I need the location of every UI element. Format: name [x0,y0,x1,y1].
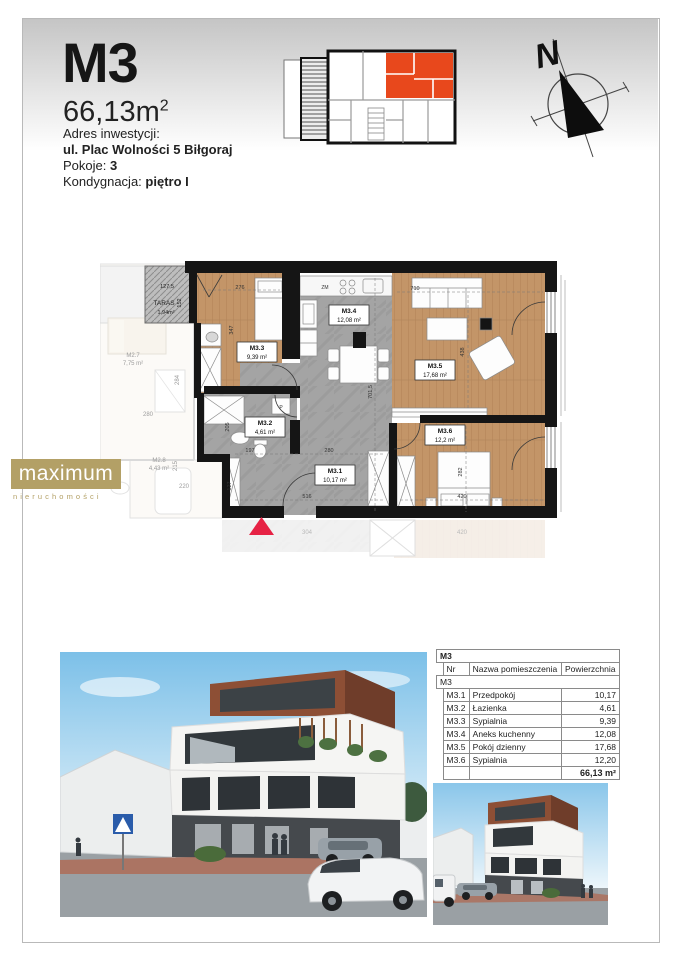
agency-logo [11,459,121,489]
svg-text:701,5: 701,5 [368,385,374,399]
key-plan [283,48,460,147]
table-title: M3 [437,650,620,663]
bush [194,846,226,862]
table-section: M3 [437,676,620,689]
table-col-name: Nazwa pomieszczenia [469,663,561,676]
rooms-line: Pokoje: 3 [63,158,118,173]
compass-needle [559,70,604,138]
label-m35 [415,360,455,380]
svg-text:1,94m²: 1,94m² [157,310,175,316]
svg-text:12,08 m²: 12,08 m² [337,318,361,324]
building-rendering-secondary [433,783,608,925]
svg-text:M3.6: M3.6 [437,428,453,435]
svg-text:152: 152 [177,298,183,308]
svg-text:420: 420 [456,530,468,536]
table-row: M3.1 Przedpokój 10,17 [437,689,620,702]
table-row: M3.2 Łazienka 4,61 [437,702,620,715]
plan-reflection [222,520,545,558]
unit-area [63,96,169,129]
svg-text:M3.2: M3.2 [257,420,273,427]
table-row: M3.5 Pokój dzienny 17,68 [437,741,620,754]
svg-text:280: 280 [324,448,334,454]
table-col-area: Powierzchnia [561,663,619,676]
agency-logo-subtext: nieruchomości [13,492,102,501]
unit-area-sup: 2 [159,97,169,115]
label-m31 [315,465,355,485]
svg-text:4,43 m²: 4,43 m² [148,466,170,472]
unit-title: M3 [62,31,138,94]
svg-text:276: 276 [235,285,245,291]
svg-text:282: 282 [458,467,464,477]
svg-text:304: 304 [301,530,313,536]
compass-icon [523,25,638,160]
table-row: M3.6 Sypialnia 12,20 [437,754,620,767]
table-row: M3.4 Aneks kuchenny 12,08 [437,728,620,741]
address-label: Adres inwestycji: [63,126,160,141]
svg-text:197: 197 [245,448,255,454]
svg-text:280: 280 [142,412,154,418]
svg-text:M2.7: M2.7 [126,353,140,359]
svg-text:9,39 m²: 9,39 m² [246,355,268,361]
label-m34 [329,305,369,325]
table-row: M3.3 Sypialnia 9,39 [437,715,620,728]
label-m36 [425,425,465,445]
compass-n-label: N [530,33,564,77]
svg-text:516: 516 [302,494,312,500]
floor-plan [100,230,582,562]
svg-text:215: 215 [173,460,179,472]
main-building-2 [485,795,583,898]
svg-text:M3.3: M3.3 [249,345,265,352]
svg-text:ZM: ZM [321,285,329,291]
svg-text:M3.4: M3.4 [341,308,357,315]
agency-logo-text: maximum [18,462,114,485]
svg-text:17,68 m²: 17,68 m² [423,373,447,379]
svg-text:127: 127 [227,481,233,491]
address-block [63,126,233,190]
svg-text:205: 205 [225,422,231,432]
svg-text:420: 420 [457,494,467,500]
svg-text:M3.1: M3.1 [327,468,343,475]
table-total-row [437,767,620,780]
svg-text:438: 438 [460,347,466,357]
svg-text:10,17 m²: 10,17 m² [323,478,347,484]
svg-text:TARAS: TARAS [153,300,175,307]
floor-line: Kondygnacja: piętro I [63,174,189,189]
corridor-floor [240,363,300,390]
label-m33 [237,342,277,362]
building-rendering-main [60,652,427,917]
svg-text:M3.5: M3.5 [427,363,443,370]
svg-text:347: 347 [229,325,235,335]
svg-text:M2.8: M2.8 [152,458,166,464]
key-plan-terrace [301,58,328,140]
room-table [436,649,620,780]
table-col-nr: Nr [443,663,469,676]
key-plan-unit-m3 [386,53,453,98]
svg-text:4,61 m²: 4,61 m² [254,430,276,436]
table-total: 66,13 m² [561,767,619,780]
svg-text:284: 284 [175,374,181,386]
svg-text:710: 710 [410,286,420,292]
svg-text:P: P [279,405,283,411]
balcony-rails [561,275,565,512]
svg-text:220: 220 [178,484,190,490]
label-m32 [245,417,285,437]
svg-text:127,5: 127,5 [160,284,174,290]
key-plan-stairs [368,108,384,140]
svg-text:7,75 m²: 7,75 m² [122,361,144,367]
unit-area-value: 66,13m [63,96,160,128]
svg-text:12,2 m²: 12,2 m² [434,438,456,444]
address-value: ul. Plac Wolności 5 Biłgoraj [63,142,233,157]
